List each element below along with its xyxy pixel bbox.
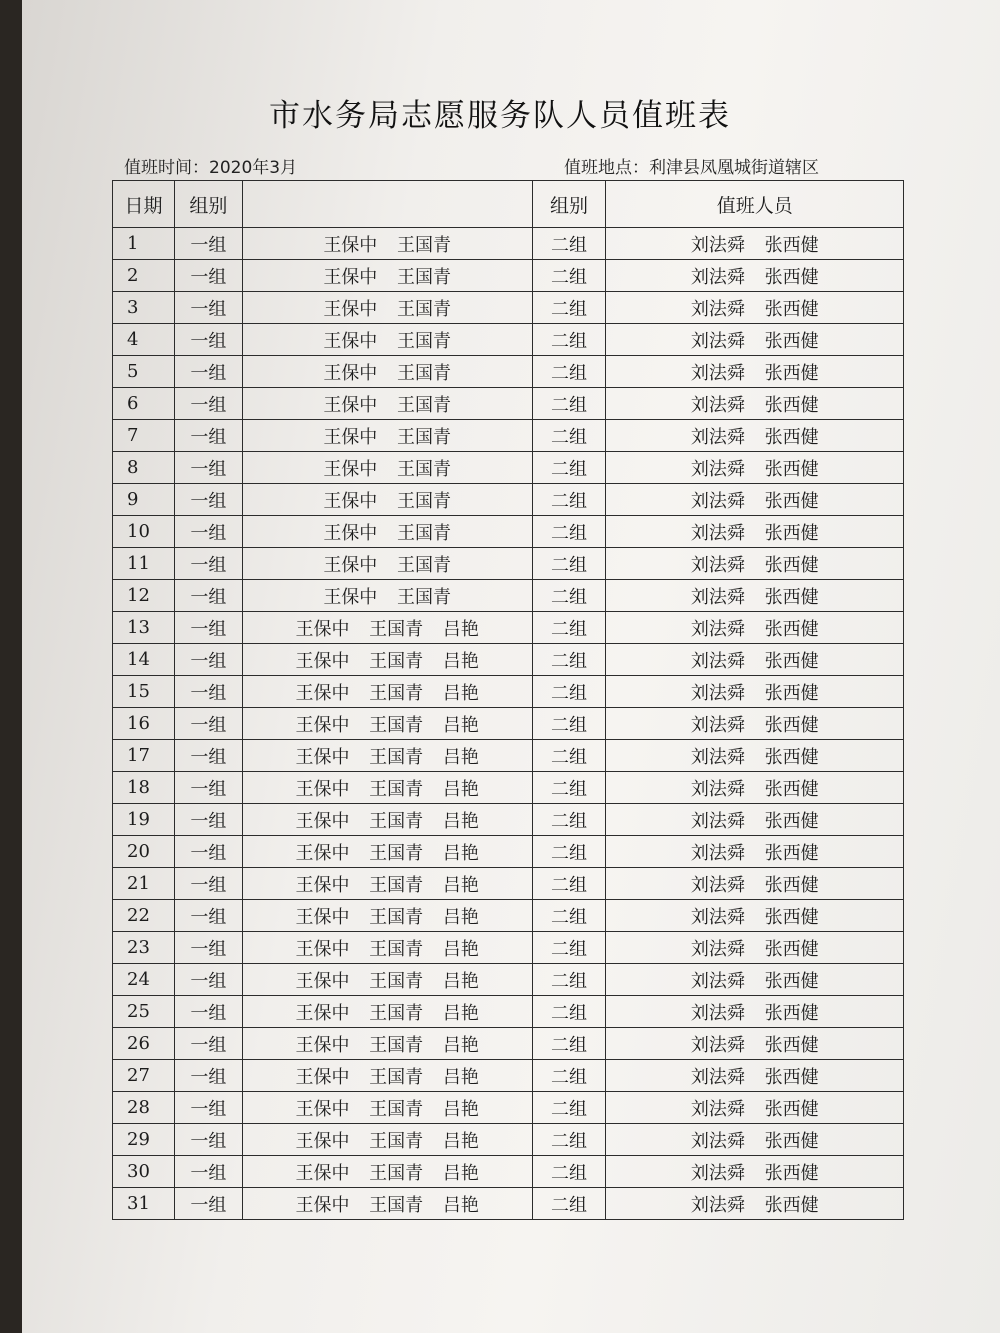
date-cell: 4 xyxy=(113,324,175,356)
group1-staff-cell: 王保中 王国青 吕艳 xyxy=(242,804,532,836)
table-row xyxy=(113,1092,904,1124)
group1-staff-cell: 王保中 王国青 xyxy=(242,228,532,260)
table-row xyxy=(113,484,904,516)
group2-cell: 二组 xyxy=(532,868,606,900)
duty-location: 值班地点：利津县凤凰城街道辖区 xyxy=(564,158,819,178)
table-row xyxy=(113,260,904,292)
group2-staff-cell: 刘法舜 张西健 xyxy=(606,612,904,644)
group1-cell: 一组 xyxy=(174,548,242,580)
date-cell: 15 xyxy=(113,676,175,708)
group2-cell: 二组 xyxy=(532,1028,606,1060)
header-date: 日期 xyxy=(113,181,175,228)
group1-cell: 一组 xyxy=(174,324,242,356)
group2-cell: 二组 xyxy=(532,740,606,772)
date-cell: 11 xyxy=(113,548,175,580)
group2-staff-cell: 刘法舜 张西健 xyxy=(606,356,904,388)
group1-cell: 一组 xyxy=(174,420,242,452)
group1-cell: 一组 xyxy=(174,900,242,932)
table-row xyxy=(113,420,904,452)
table-row xyxy=(113,868,904,900)
group1-cell: 一组 xyxy=(174,804,242,836)
group1-cell: 一组 xyxy=(174,772,242,804)
group1-staff-cell: 王保中 王国青 xyxy=(242,516,532,548)
group1-staff-cell: 王保中 王国青 吕艳 xyxy=(242,836,532,868)
date-cell: 10 xyxy=(113,516,175,548)
duty-roster-table xyxy=(112,180,904,1220)
group1-cell: 一组 xyxy=(174,964,242,996)
group2-cell: 二组 xyxy=(532,836,606,868)
group1-cell: 一组 xyxy=(174,516,242,548)
date-cell: 29 xyxy=(113,1124,175,1156)
date-cell: 14 xyxy=(113,644,175,676)
group1-cell: 一组 xyxy=(174,676,242,708)
date-cell: 3 xyxy=(113,292,175,324)
table-row xyxy=(113,388,904,420)
date-cell: 19 xyxy=(113,804,175,836)
date-cell: 21 xyxy=(113,868,175,900)
table-row xyxy=(113,516,904,548)
group1-cell: 一组 xyxy=(174,1188,242,1220)
group2-cell: 二组 xyxy=(532,452,606,484)
table-row xyxy=(113,836,904,868)
group2-staff-cell: 刘法舜 张西健 xyxy=(606,676,904,708)
group1-cell: 一组 xyxy=(174,1124,242,1156)
group2-cell: 二组 xyxy=(532,996,606,1028)
date-cell: 7 xyxy=(113,420,175,452)
date-cell: 6 xyxy=(113,388,175,420)
group1-staff-cell: 王保中 王国青 吕艳 xyxy=(242,644,532,676)
date-cell: 2 xyxy=(113,260,175,292)
group2-cell: 二组 xyxy=(532,964,606,996)
date-cell: 1 xyxy=(113,228,175,260)
group1-cell: 一组 xyxy=(174,1092,242,1124)
group1-staff-cell: 王保中 王国青 吕艳 xyxy=(242,868,532,900)
table-row xyxy=(113,900,904,932)
group2-cell: 二组 xyxy=(532,516,606,548)
group1-staff-cell: 王保中 王国青 xyxy=(242,356,532,388)
group2-staff-cell: 刘法舜 张西健 xyxy=(606,1188,904,1220)
table-row xyxy=(113,676,904,708)
group1-staff-cell: 王保中 王国青 吕艳 xyxy=(242,612,532,644)
group1-cell: 一组 xyxy=(174,1028,242,1060)
table-row xyxy=(113,292,904,324)
date-cell: 13 xyxy=(113,612,175,644)
group2-cell: 二组 xyxy=(532,420,606,452)
group1-staff-cell: 王保中 王国青 xyxy=(242,292,532,324)
group1-staff-cell: 王保中 王国青 xyxy=(242,580,532,612)
group1-staff-cell: 王保中 王国青 吕艳 xyxy=(242,1156,532,1188)
table-row xyxy=(113,804,904,836)
date-cell: 18 xyxy=(113,772,175,804)
group1-staff-cell: 王保中 王国青 吕艳 xyxy=(242,1028,532,1060)
group2-staff-cell: 刘法舜 张西健 xyxy=(606,836,904,868)
group2-cell: 二组 xyxy=(532,324,606,356)
date-cell: 23 xyxy=(113,932,175,964)
table-row xyxy=(113,324,904,356)
group2-staff-cell: 刘法舜 张西健 xyxy=(606,964,904,996)
group2-staff-cell: 刘法舜 张西健 xyxy=(606,1092,904,1124)
group2-staff-cell: 刘法舜 张西健 xyxy=(606,292,904,324)
group2-cell: 二组 xyxy=(532,260,606,292)
group1-cell: 一组 xyxy=(174,932,242,964)
table-row xyxy=(113,1028,904,1060)
group1-cell: 一组 xyxy=(174,228,242,260)
group1-staff-cell: 王保中 王国青 吕艳 xyxy=(242,1188,532,1220)
table-row xyxy=(113,1188,904,1220)
table-row xyxy=(113,772,904,804)
group2-staff-cell: 刘法舜 张西健 xyxy=(606,580,904,612)
date-cell: 30 xyxy=(113,1156,175,1188)
table-row xyxy=(113,1156,904,1188)
group2-staff-cell: 刘法舜 张西健 xyxy=(606,996,904,1028)
date-cell: 26 xyxy=(113,1028,175,1060)
group1-staff-cell: 王保中 王国青 xyxy=(242,324,532,356)
group1-cell: 一组 xyxy=(174,740,242,772)
table-row xyxy=(113,580,904,612)
group1-cell: 一组 xyxy=(174,580,242,612)
group2-cell: 二组 xyxy=(532,644,606,676)
group1-staff-cell: 王保中 王国青 吕艳 xyxy=(242,1092,532,1124)
group2-cell: 二组 xyxy=(532,1124,606,1156)
table-row xyxy=(113,228,904,260)
group2-cell: 二组 xyxy=(532,1188,606,1220)
date-cell: 24 xyxy=(113,964,175,996)
document-title: 市水务局志愿服务队人员值班表 xyxy=(269,98,731,134)
group2-cell: 二组 xyxy=(532,388,606,420)
group2-staff-cell: 刘法舜 张西健 xyxy=(606,260,904,292)
group2-staff-cell: 刘法舜 张西健 xyxy=(606,932,904,964)
date-cell: 31 xyxy=(113,1188,175,1220)
group2-staff-cell: 刘法舜 张西健 xyxy=(606,324,904,356)
header-group-2: 组别 xyxy=(532,181,606,228)
group1-staff-cell: 王保中 王国青 吕艳 xyxy=(242,996,532,1028)
group1-staff-cell: 王保中 王国青 吕艳 xyxy=(242,964,532,996)
group1-staff-cell: 王保中 王国青 吕艳 xyxy=(242,932,532,964)
group1-cell: 一组 xyxy=(174,996,242,1028)
table-row xyxy=(113,452,904,484)
group2-cell: 二组 xyxy=(532,900,606,932)
group2-staff-cell: 刘法舜 张西健 xyxy=(606,388,904,420)
group1-cell: 一组 xyxy=(174,388,242,420)
group1-cell: 一组 xyxy=(174,708,242,740)
group1-staff-cell: 王保中 王国青 xyxy=(242,420,532,452)
group1-staff-cell: 王保中 王国青 吕艳 xyxy=(242,1124,532,1156)
table-row xyxy=(113,1124,904,1156)
date-cell: 22 xyxy=(113,900,175,932)
table-header-row xyxy=(113,181,904,228)
group2-staff-cell: 刘法舜 张西健 xyxy=(606,516,904,548)
group1-cell: 一组 xyxy=(174,1060,242,1092)
group1-staff-cell: 王保中 王国青 吕艳 xyxy=(242,900,532,932)
group2-cell: 二组 xyxy=(532,676,606,708)
table-body xyxy=(113,228,904,1220)
date-cell: 16 xyxy=(113,708,175,740)
group2-cell: 二组 xyxy=(532,932,606,964)
group2-staff-cell: 刘法舜 张西健 xyxy=(606,484,904,516)
date-cell: 9 xyxy=(113,484,175,516)
table-row xyxy=(113,356,904,388)
date-cell: 12 xyxy=(113,580,175,612)
date-cell: 25 xyxy=(113,996,175,1028)
date-cell: 17 xyxy=(113,740,175,772)
group2-cell: 二组 xyxy=(532,484,606,516)
group2-staff-cell: 刘法舜 张西健 xyxy=(606,1124,904,1156)
group2-cell: 二组 xyxy=(532,292,606,324)
group1-cell: 一组 xyxy=(174,612,242,644)
duty-time: 值班时间：2020年3月 xyxy=(124,158,298,178)
table-row xyxy=(113,964,904,996)
group1-cell: 一组 xyxy=(174,260,242,292)
group2-cell: 二组 xyxy=(532,612,606,644)
date-cell: 20 xyxy=(113,836,175,868)
table-row xyxy=(113,996,904,1028)
header-blank xyxy=(242,181,532,228)
group2-cell: 二组 xyxy=(532,548,606,580)
group1-cell: 一组 xyxy=(174,452,242,484)
table-row xyxy=(113,1060,904,1092)
group2-staff-cell: 刘法舜 张西健 xyxy=(606,420,904,452)
table-row xyxy=(113,740,904,772)
date-cell: 27 xyxy=(113,1060,175,1092)
group1-staff-cell: 王保中 王国青 xyxy=(242,548,532,580)
group2-staff-cell: 刘法舜 张西健 xyxy=(606,1156,904,1188)
date-cell: 5 xyxy=(113,356,175,388)
group2-cell: 二组 xyxy=(532,1156,606,1188)
group1-staff-cell: 王保中 王国青 吕艳 xyxy=(242,740,532,772)
group2-staff-cell: 刘法舜 张西健 xyxy=(606,452,904,484)
group2-staff-cell: 刘法舜 张西健 xyxy=(606,900,904,932)
header-duty-staff: 值班人员 xyxy=(606,181,904,228)
group2-cell: 二组 xyxy=(532,356,606,388)
group1-staff-cell: 王保中 王国青 吕艳 xyxy=(242,676,532,708)
group2-staff-cell: 刘法舜 张西健 xyxy=(606,644,904,676)
group1-cell: 一组 xyxy=(174,868,242,900)
group1-staff-cell: 王保中 王国青 xyxy=(242,484,532,516)
group1-cell: 一组 xyxy=(174,836,242,868)
group2-staff-cell: 刘法舜 张西健 xyxy=(606,740,904,772)
group2-cell: 二组 xyxy=(532,772,606,804)
date-cell: 8 xyxy=(113,452,175,484)
group1-cell: 一组 xyxy=(174,1156,242,1188)
group1-staff-cell: 王保中 王国青 xyxy=(242,388,532,420)
group2-staff-cell: 刘法舜 张西健 xyxy=(606,772,904,804)
date-cell: 28 xyxy=(113,1092,175,1124)
group1-cell: 一组 xyxy=(174,356,242,388)
group1-cell: 一组 xyxy=(174,644,242,676)
group1-staff-cell: 王保中 王国青 吕艳 xyxy=(242,708,532,740)
group2-cell: 二组 xyxy=(532,804,606,836)
group2-staff-cell: 刘法舜 张西健 xyxy=(606,228,904,260)
group1-staff-cell: 王保中 王国青 xyxy=(242,260,532,292)
group1-staff-cell: 王保中 王国青 xyxy=(242,452,532,484)
group1-cell: 一组 xyxy=(174,484,242,516)
group2-cell: 二组 xyxy=(532,708,606,740)
table-row xyxy=(113,644,904,676)
table-row xyxy=(113,548,904,580)
group2-staff-cell: 刘法舜 张西健 xyxy=(606,868,904,900)
group2-cell: 二组 xyxy=(532,1092,606,1124)
table-row xyxy=(113,612,904,644)
group2-staff-cell: 刘法舜 张西健 xyxy=(606,1060,904,1092)
table-row xyxy=(113,932,904,964)
group2-staff-cell: 刘法舜 张西健 xyxy=(606,1028,904,1060)
table-row xyxy=(113,708,904,740)
group2-staff-cell: 刘法舜 张西健 xyxy=(606,804,904,836)
group2-cell: 二组 xyxy=(532,1060,606,1092)
group1-cell: 一组 xyxy=(174,292,242,324)
group1-staff-cell: 王保中 王国青 吕艳 xyxy=(242,1060,532,1092)
header-group-1: 组别 xyxy=(174,181,242,228)
group2-staff-cell: 刘法舜 张西健 xyxy=(606,548,904,580)
group2-staff-cell: 刘法舜 张西健 xyxy=(606,708,904,740)
group1-staff-cell: 王保中 王国青 吕艳 xyxy=(242,772,532,804)
group2-cell: 二组 xyxy=(532,580,606,612)
group2-cell: 二组 xyxy=(532,228,606,260)
